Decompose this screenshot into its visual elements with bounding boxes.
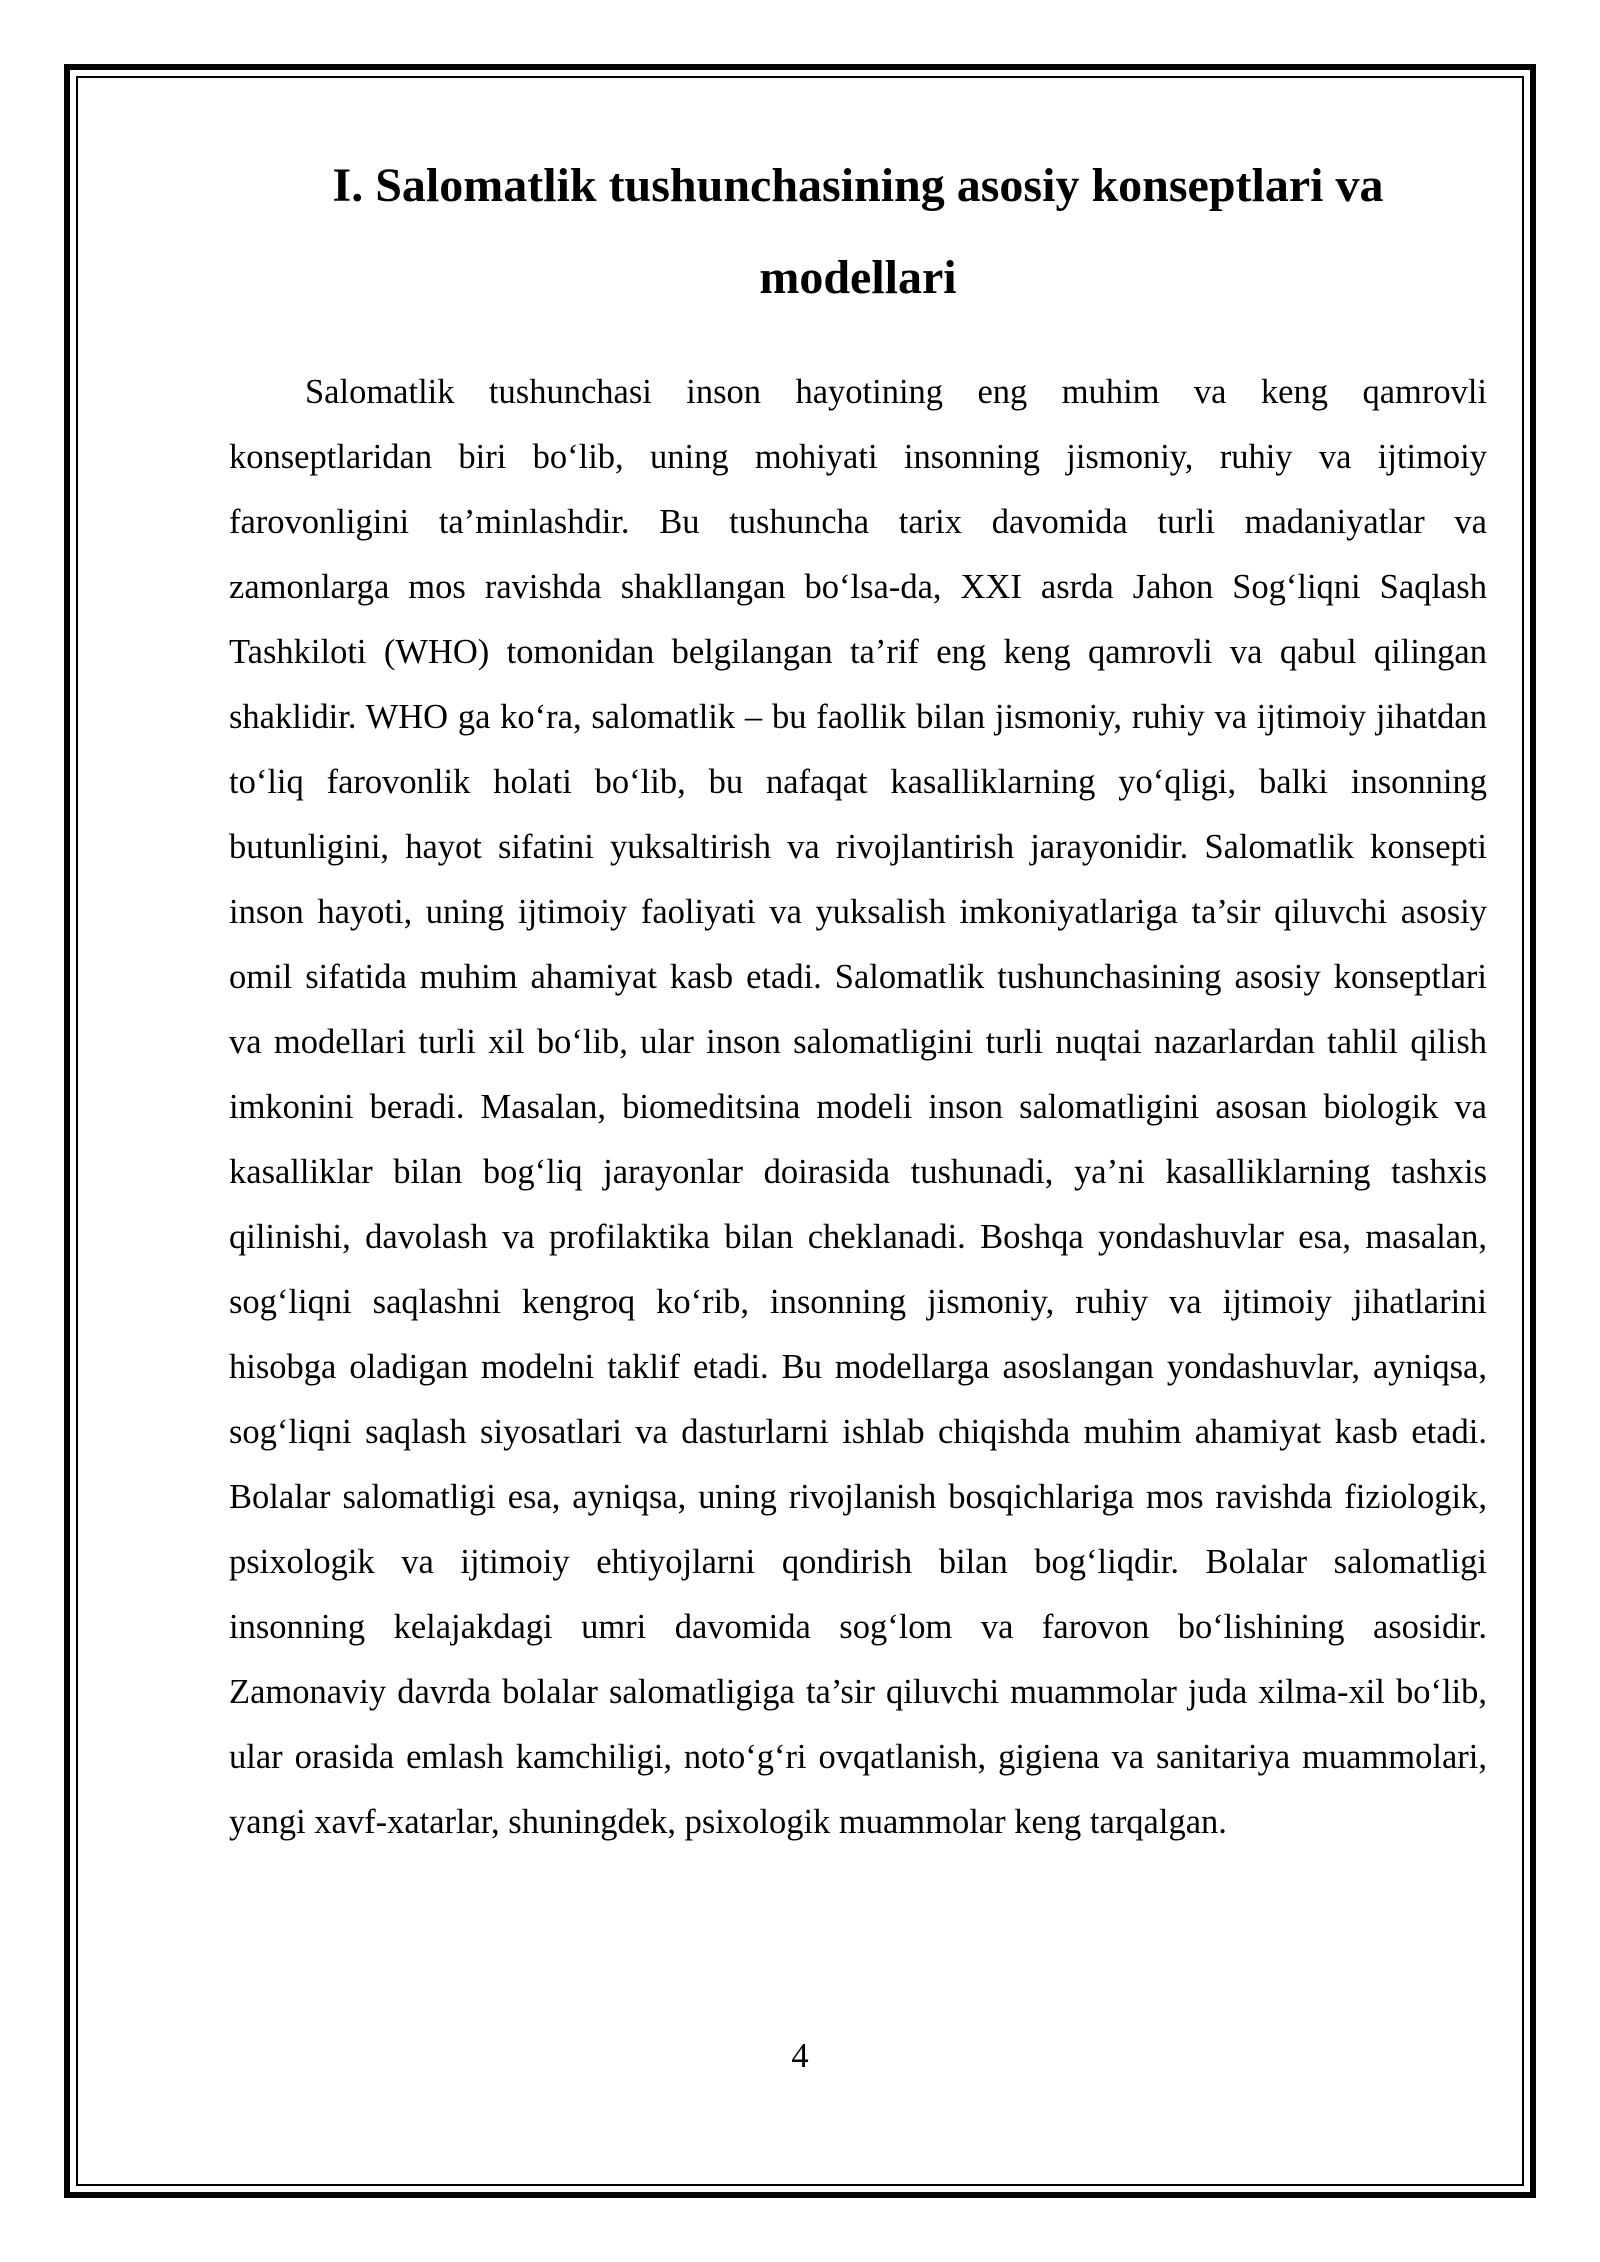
- body-paragraph: Salomatlik tushunchasi inson hayotining eng muhim va keng qamrovli konseptlaridan biri bo‘lib, uning mohiyati insonning jismoniy, ruhiy va ijtimoiy farovonligini ta’minlashdir. Bu tushuncha tarix davomida turli madaniyatlar va zamonlarga mos ravishda shakllangan bo‘lsa-da, XXI asrda Jahon Sog‘liqni Saqlash Tashkiloti (WHO) tomonidan belgilangan ta’rif eng keng qamrovli va qabul qilingan shaklidir. WHO ga ko‘ra, salomatlik – bu faollik bilan jismoniy, ruhiy va ijtimoiy jihatdan to‘liq farovonlik holati bo‘lib, bu nafaqat kasalliklarning yo‘qligi, balki insonning butunligini, hayot sifatini yuksaltirish va rivojlantirish jarayonidir. Salomatlik konsepti inson hayoti, uning ijtimoiy faoliyati va yuksalish imkoniyatlariga ta’sir qiluvchi asosiy omil sifatida muhim ahamiyat kasb etadi. Salomatlik tushunchasining asosiy konseptlari va modellari turli xil bo‘lib, ular inson salomatligini turli nuqtai nazarlardan tahlil qilish imkonini beradi. Masalan, biomeditsina modeli inson salomatligini asosan biologik va kasalliklar bilan bog‘liq jarayonlar doirasida tushunadi, ya’ni kasalliklarning tashxis qilinishi, davolash va profilaktika bilan cheklanadi. Boshqa yondashuvlar esa, masalan, sog‘liqni saqlashni kengroq ko‘rib, insonning jismoniy, ruhiy va ijtimoiy jihatlarini hisobga oladigan modelni taklif etadi. Bu modellarga asoslangan yondashuvlar, ayniqsa, sog‘liqni saqlash siyosatlari va dasturlarni ishlab chiqishda muhim ahamiyat kasb etadi. Bolalar salomatligi esa, ayniqsa, uning rivojlanish bosqichlariga mos ravishda fiziologik, psixologik va ijtimoiy ehtiyojlarni qondirish bilan bog‘liqdir. Bolalar salomatligi insonning kelajakdagi umri davomida sog‘lom va farovon bo‘lishining asosidir. Zamonaviy davrda bolalar salomatligiga ta’sir qiluvchi muammolar juda xilma-xil bo‘lib, ular orasida emlash kamchiligi, noto‘g‘ri ovqatlanish, gigiena va sanitariya muammolari, yangi xavf-xatarlar, shuningdek, psixologik muammolar keng tarqalgan.: [229, 373, 1487, 1841]
- page-number: 4: [791, 2037, 809, 2075]
- page-content: [229, 140, 1487, 1855]
- section-title: I. Salomatlik tushunchasining asosiy konseptlari va modellari: [332, 159, 1384, 304]
